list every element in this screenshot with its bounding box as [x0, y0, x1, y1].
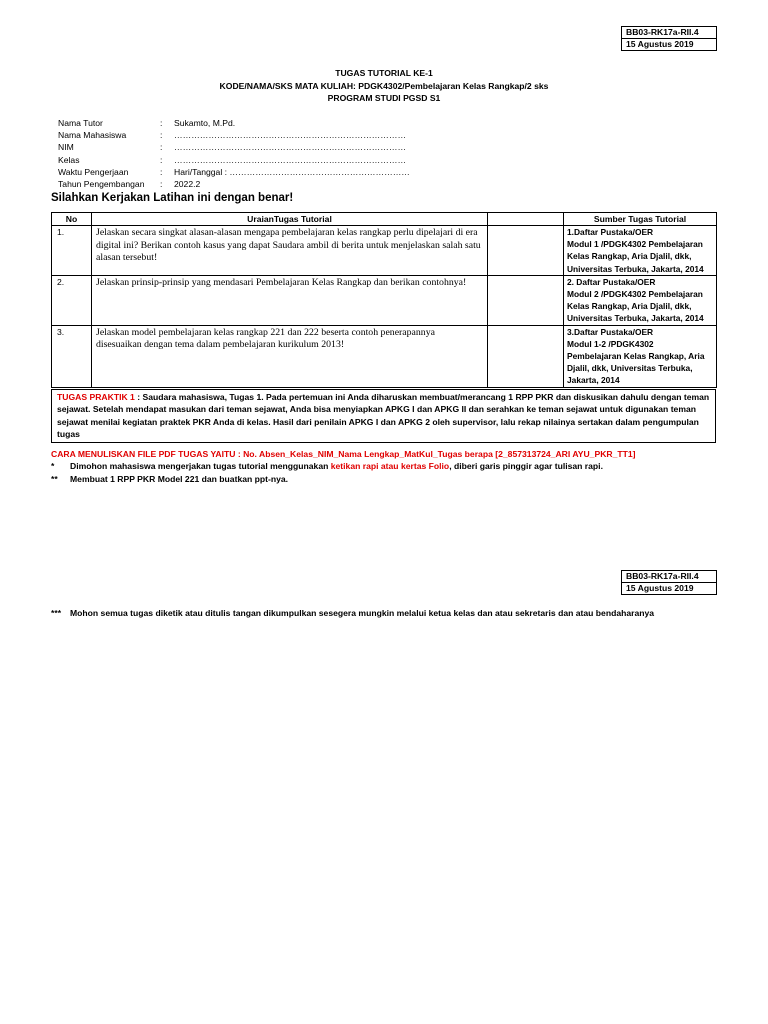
- row-question: Jelaskan prinsip-prinsip yang mendasari Pembelajaran Kelas Rangkap dan berikan contohnya!: [92, 275, 488, 325]
- source-line: Universitas Terbuka, Jakarta, 2014: [567, 313, 704, 324]
- file-naming-format: No. Absen_Kelas_NIM_Nama Lengkap_MatKul_Tugas berapa [2_857313724_ARI AYU_PKR_TT1]: [243, 449, 636, 459]
- row-source: [564, 275, 717, 325]
- note-text: , diberi garis pinggir agar tulisan rapi.: [449, 461, 603, 471]
- source-line: Djalil, dkk, Universitas Terbuka,: [567, 363, 693, 374]
- row-question: Jelaskan model pembelajaran kelas rangkap 221 dan 222 beserta contoh penerapannya disesuaikan dengan tema dalam pembelajaran kurikulum 2013!: [92, 325, 488, 387]
- note-rpp: [51, 473, 288, 485]
- doc-code-stamp-bottom: [621, 570, 717, 595]
- source-line: Kelas Rangkap, Aria Djalil, dkk,: [567, 301, 692, 312]
- practical-task-body: : Saudara mahasiswa, Tugas 1. Pada pertemuan ini Anda diharuskan membuat/merancang 1 RPP PKR dan diskusikan dahulu dengan teman sejawat. Setelah mendapat masukan dari teman sejawat, Anda bisa menyiapkan APKG I dan APKG II dan serahkan ke teman sejawat untuk digunakan teman sejawat menilai kegiatan praktek PKR Anda di kelas. Hasil dari penilain APKG I dan APKG 2 oleh supervisor, lalu rekap nilainya sertakan dalam pengumpulan tugas: [57, 392, 710, 439]
- table-row: [52, 226, 717, 276]
- info-row-class: [58, 154, 410, 166]
- col-header-source: Sumber Tugas Tutorial: [564, 213, 717, 226]
- col-header-no: No: [52, 213, 92, 226]
- info-label: Tahun Pengembangan: [58, 179, 145, 190]
- info-value: ………………………………………………………………………: [174, 154, 407, 165]
- info-value: ………………………………………………………………………: [174, 142, 407, 153]
- table-row: [52, 325, 717, 387]
- row-number: 3.: [52, 325, 92, 387]
- footer-note: [51, 607, 654, 619]
- file-naming-prefix: CARA MENULISKAN FILE PDF TUGAS YAITU :: [51, 449, 244, 459]
- practical-task-title: TUGAS PRAKTIK 1: [57, 392, 135, 402]
- info-colon: :: [160, 166, 163, 177]
- source-line: Kelas Rangkap, Aria Djalil, dkk,: [567, 251, 692, 262]
- info-value: 2022.2: [174, 179, 201, 190]
- row-blank-cell: [488, 226, 564, 276]
- info-label: Nama Mahasiswa: [58, 130, 127, 141]
- info-row-nim: [58, 141, 410, 153]
- source-line: Modul 1 /PDGK4302 Pembelajaran: [567, 239, 703, 250]
- document-header: [0, 67, 768, 105]
- header-program: PROGRAM STUDI PGSD S1: [327, 93, 441, 103]
- source-line: Modul 2 /PDGK4302 Pembelajaran: [567, 289, 703, 300]
- doc-date: 15 Agustus 2019: [622, 583, 717, 595]
- source-line: 3.Daftar Pustaka/OER: [567, 326, 654, 337]
- info-value: Hari/Tanggal : ………………………………………………………: [174, 166, 410, 177]
- info-label: Waktu Pengerjaan: [58, 166, 129, 177]
- header-title: TUGAS TUTORIAL KE-1: [335, 68, 433, 78]
- info-value: Sukamto, M.Pd.: [174, 118, 236, 128]
- note-handwriting: [51, 460, 603, 472]
- instruction-heading: Silahkan Kerjakan Latihan ini dengan benar!: [51, 192, 294, 204]
- info-label: Kelas: [58, 154, 80, 165]
- info-colon: :: [160, 179, 163, 190]
- col-header-blank: [488, 213, 564, 226]
- doc-code: BB03-RK17a-RII.4: [622, 571, 717, 583]
- table-row: [52, 275, 717, 325]
- note-asterisk: *: [51, 461, 55, 471]
- footer-asterisk: ***: [51, 608, 62, 618]
- source-line: Jakarta, 2014: [567, 375, 620, 386]
- row-blank-cell: [488, 325, 564, 387]
- info-row-student-name: [58, 129, 410, 141]
- row-source: [564, 226, 717, 276]
- row-number: 2.: [52, 275, 92, 325]
- info-colon: :: [160, 118, 163, 128]
- info-label: Nama Tutor: [58, 118, 103, 128]
- task-table-header: [52, 213, 717, 226]
- file-naming-instruction: [51, 448, 636, 460]
- source-line: Universitas Terbuka, Jakarta, 2014: [567, 263, 704, 274]
- doc-date: 15 Agustus 2019: [622, 39, 717, 51]
- note-highlight: ketikan rapi atau kertas Folio: [330, 461, 450, 471]
- info-row-tutor: [58, 117, 410, 129]
- header-course: KODE/NAMA/SKS MATA KULIAH: PDGK4302/Pembelajaran Kelas Rangkap/2 sks: [219, 80, 549, 91]
- row-source: [564, 325, 717, 387]
- student-info-table: [58, 117, 410, 190]
- info-row-time: [58, 166, 410, 178]
- info-row-year: [58, 178, 410, 190]
- row-number: 1.: [52, 226, 92, 276]
- source-line: 2. Daftar Pustaka/OER: [567, 276, 656, 287]
- note-text: Membuat 1 RPP PKR Model 221 dan buatkan ppt-nya.: [70, 474, 289, 484]
- doc-code-stamp-top: [621, 26, 717, 51]
- source-line: Pembelajaran Kelas Rangkap, Aria: [567, 351, 705, 362]
- col-header-description: UraianTugas Tutorial: [92, 213, 488, 226]
- source-line: 1.Daftar Pustaka/OER: [567, 227, 654, 237]
- info-colon: :: [160, 130, 163, 141]
- row-blank-cell: [488, 275, 564, 325]
- practical-task-box: [51, 389, 716, 443]
- task-table: [51, 212, 717, 388]
- footer-text: Mohon semua tugas diketik atau ditulis tangan dikumpulkan sesegera mungkin melalui ketua kelas dan atau sekretaris dan atau bendaharanya: [70, 608, 655, 618]
- row-question: Jelaskan secara singkat alasan-alasan mengapa pembelajaran kelas rangkap perlu dipelajari di era digital ini? Berikan contoh kasus yang dapat Saudara ambil di berita untuk menjelaskan salah satu alasan tersebut!: [92, 226, 488, 276]
- info-colon: :: [160, 142, 163, 153]
- doc-code: BB03-RK17a-RII.4: [622, 27, 717, 39]
- note-text: Dimohon mahasiswa mengerjakan tugas tutorial menggunakan: [70, 461, 331, 471]
- source-line: Modul 1-2 /PDGK4302: [567, 338, 654, 349]
- info-label: NIM: [58, 142, 74, 153]
- info-value: ………………………………………………………………………: [174, 130, 407, 141]
- note-asterisk: **: [51, 474, 58, 484]
- info-colon: :: [160, 154, 163, 165]
